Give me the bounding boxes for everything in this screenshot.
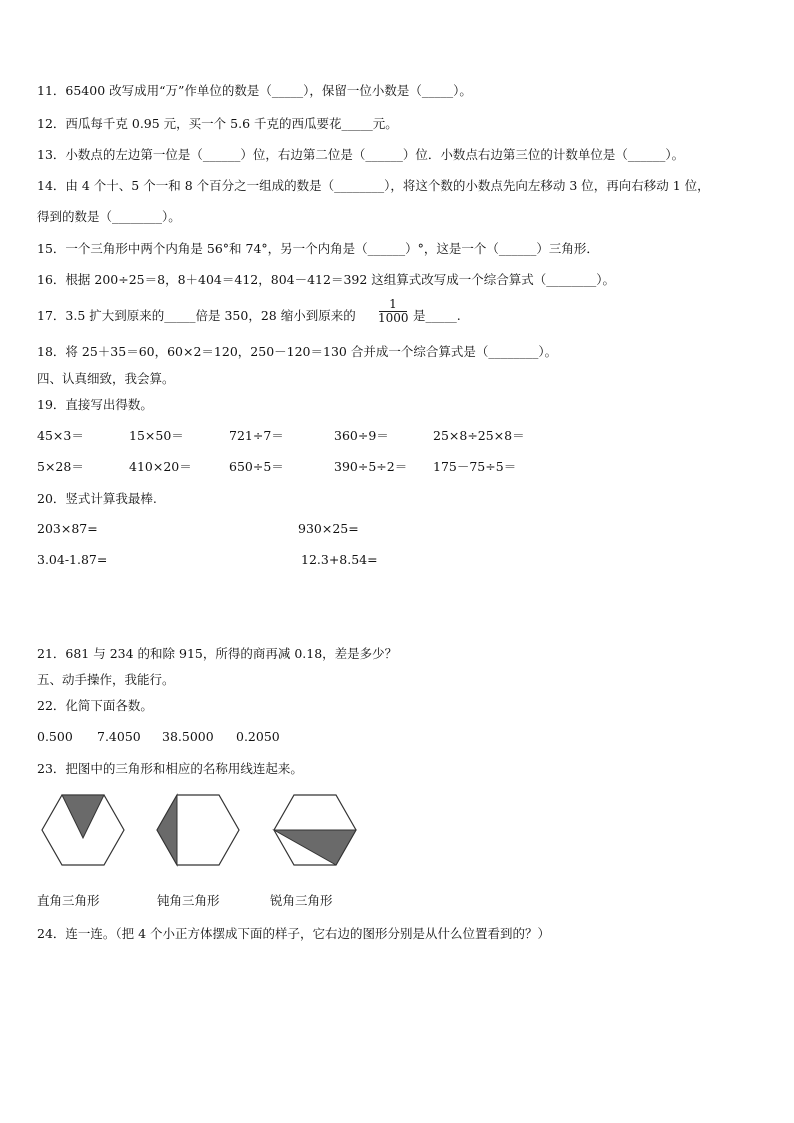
triangle-name-label: 钝角三角形 — [157, 893, 220, 908]
question-17-part-1: 17．3.5 扩大到原来的_____倍是 350，28 缩小到原来的 — [37, 308, 356, 323]
triangle-name-label: 直角三角形 — [37, 893, 100, 908]
calc-item: 175－75÷5＝ — [433, 459, 517, 474]
question-23-title: 23．把图中的三角形和相应的名称用线连起来。 — [37, 761, 303, 776]
vertical-calc-item: 930×25= — [298, 521, 359, 536]
calc-item: 45×3＝ — [37, 428, 84, 443]
number-item: 0.2050 — [236, 729, 280, 744]
calc-item: 360÷9＝ — [334, 428, 389, 443]
question-18: 18．将 25＋35＝60，60×2＝120，250－120＝130 合并成一个综合算式是（________）。 — [37, 344, 558, 359]
section-5-heading: 五、动手操作，我能行。 — [37, 672, 175, 687]
section-4-heading: 四、认真细致，我会算。 — [37, 371, 175, 386]
calc-item: 721÷7＝ — [229, 428, 284, 443]
number-item: 0.500 — [37, 729, 73, 744]
calc-item: 650÷5＝ — [229, 459, 284, 474]
fraction-1-over-1000 — [378, 298, 408, 325]
question-11: 11．65400 改写成用“万”作单位的数是（_____），保留一位小数是（_____）。 — [37, 83, 472, 98]
question-21: 21．681 与 234 的和除 915，所得的商再减 0.18，差是多少？ — [37, 646, 398, 661]
hexagon-figure-3 — [270, 790, 360, 870]
calc-item: 15×50＝ — [129, 428, 184, 443]
triangle-name-label: 锐角三角形 — [270, 893, 333, 908]
question-15: 15．一个三角形中两个内角是 56°和 74°，另一个内角是（______）°，这是一个（______）三角形． — [37, 241, 599, 256]
calc-item: 410×20＝ — [129, 459, 192, 474]
question-13: 13．小数点的左边第一位是（______）位，右边第二位是（______）位．小数点右边第三位的计数单位是（______）。 — [37, 147, 685, 162]
calc-item: 5×28＝ — [37, 459, 84, 474]
fraction-numerator: 1 — [389, 297, 397, 311]
calc-item: 25×8÷25×8＝ — [433, 428, 525, 443]
question-12: 12．西瓜每千克 0.95 元，买一个 5.6 千克的西瓜要花_____元。 — [37, 116, 398, 131]
question-24: 24．连一连。（把 4 个小正方体摆成下面的样子，它右边的图形分别是从什么位置看到的？） — [37, 926, 551, 941]
calc-item: 390÷5÷2＝ — [334, 459, 408, 474]
vertical-calc-item: 203×87= — [37, 521, 98, 536]
vertical-calc-item: 12.3+8.54= — [301, 552, 378, 567]
question-14-line-1: 14．由 4 个十、5 个一和 8 个百分之一组成的数是（________），将这个数的小数点先向左移动 3 位，再向右移动 1 位， — [37, 178, 710, 193]
hexagon-figure-1 — [38, 790, 128, 870]
question-19-title: 19．直接写出得数。 — [37, 397, 153, 412]
question-16: 16．根据 200÷25＝8，8＋404＝412，804－412＝392 这组算式改写成一个综合算式（________）。 — [37, 272, 616, 287]
question-17-part-2: 是_____. — [413, 308, 461, 323]
hexagon-figure-2 — [153, 790, 243, 870]
number-item: 7.4050 — [97, 729, 141, 744]
question-22-title: 22．化简下面各数。 — [37, 698, 153, 713]
question-14-line-2: 得到的数是（________）。 — [37, 209, 181, 224]
vertical-calc-item: 3.04-1.87= — [37, 552, 108, 567]
fraction-denominator: 1000 — [378, 311, 409, 325]
question-17 — [37, 308, 356, 324]
question-20-title: 20．竖式计算我最棒. — [37, 491, 157, 506]
number-item: 38.5000 — [162, 729, 214, 744]
